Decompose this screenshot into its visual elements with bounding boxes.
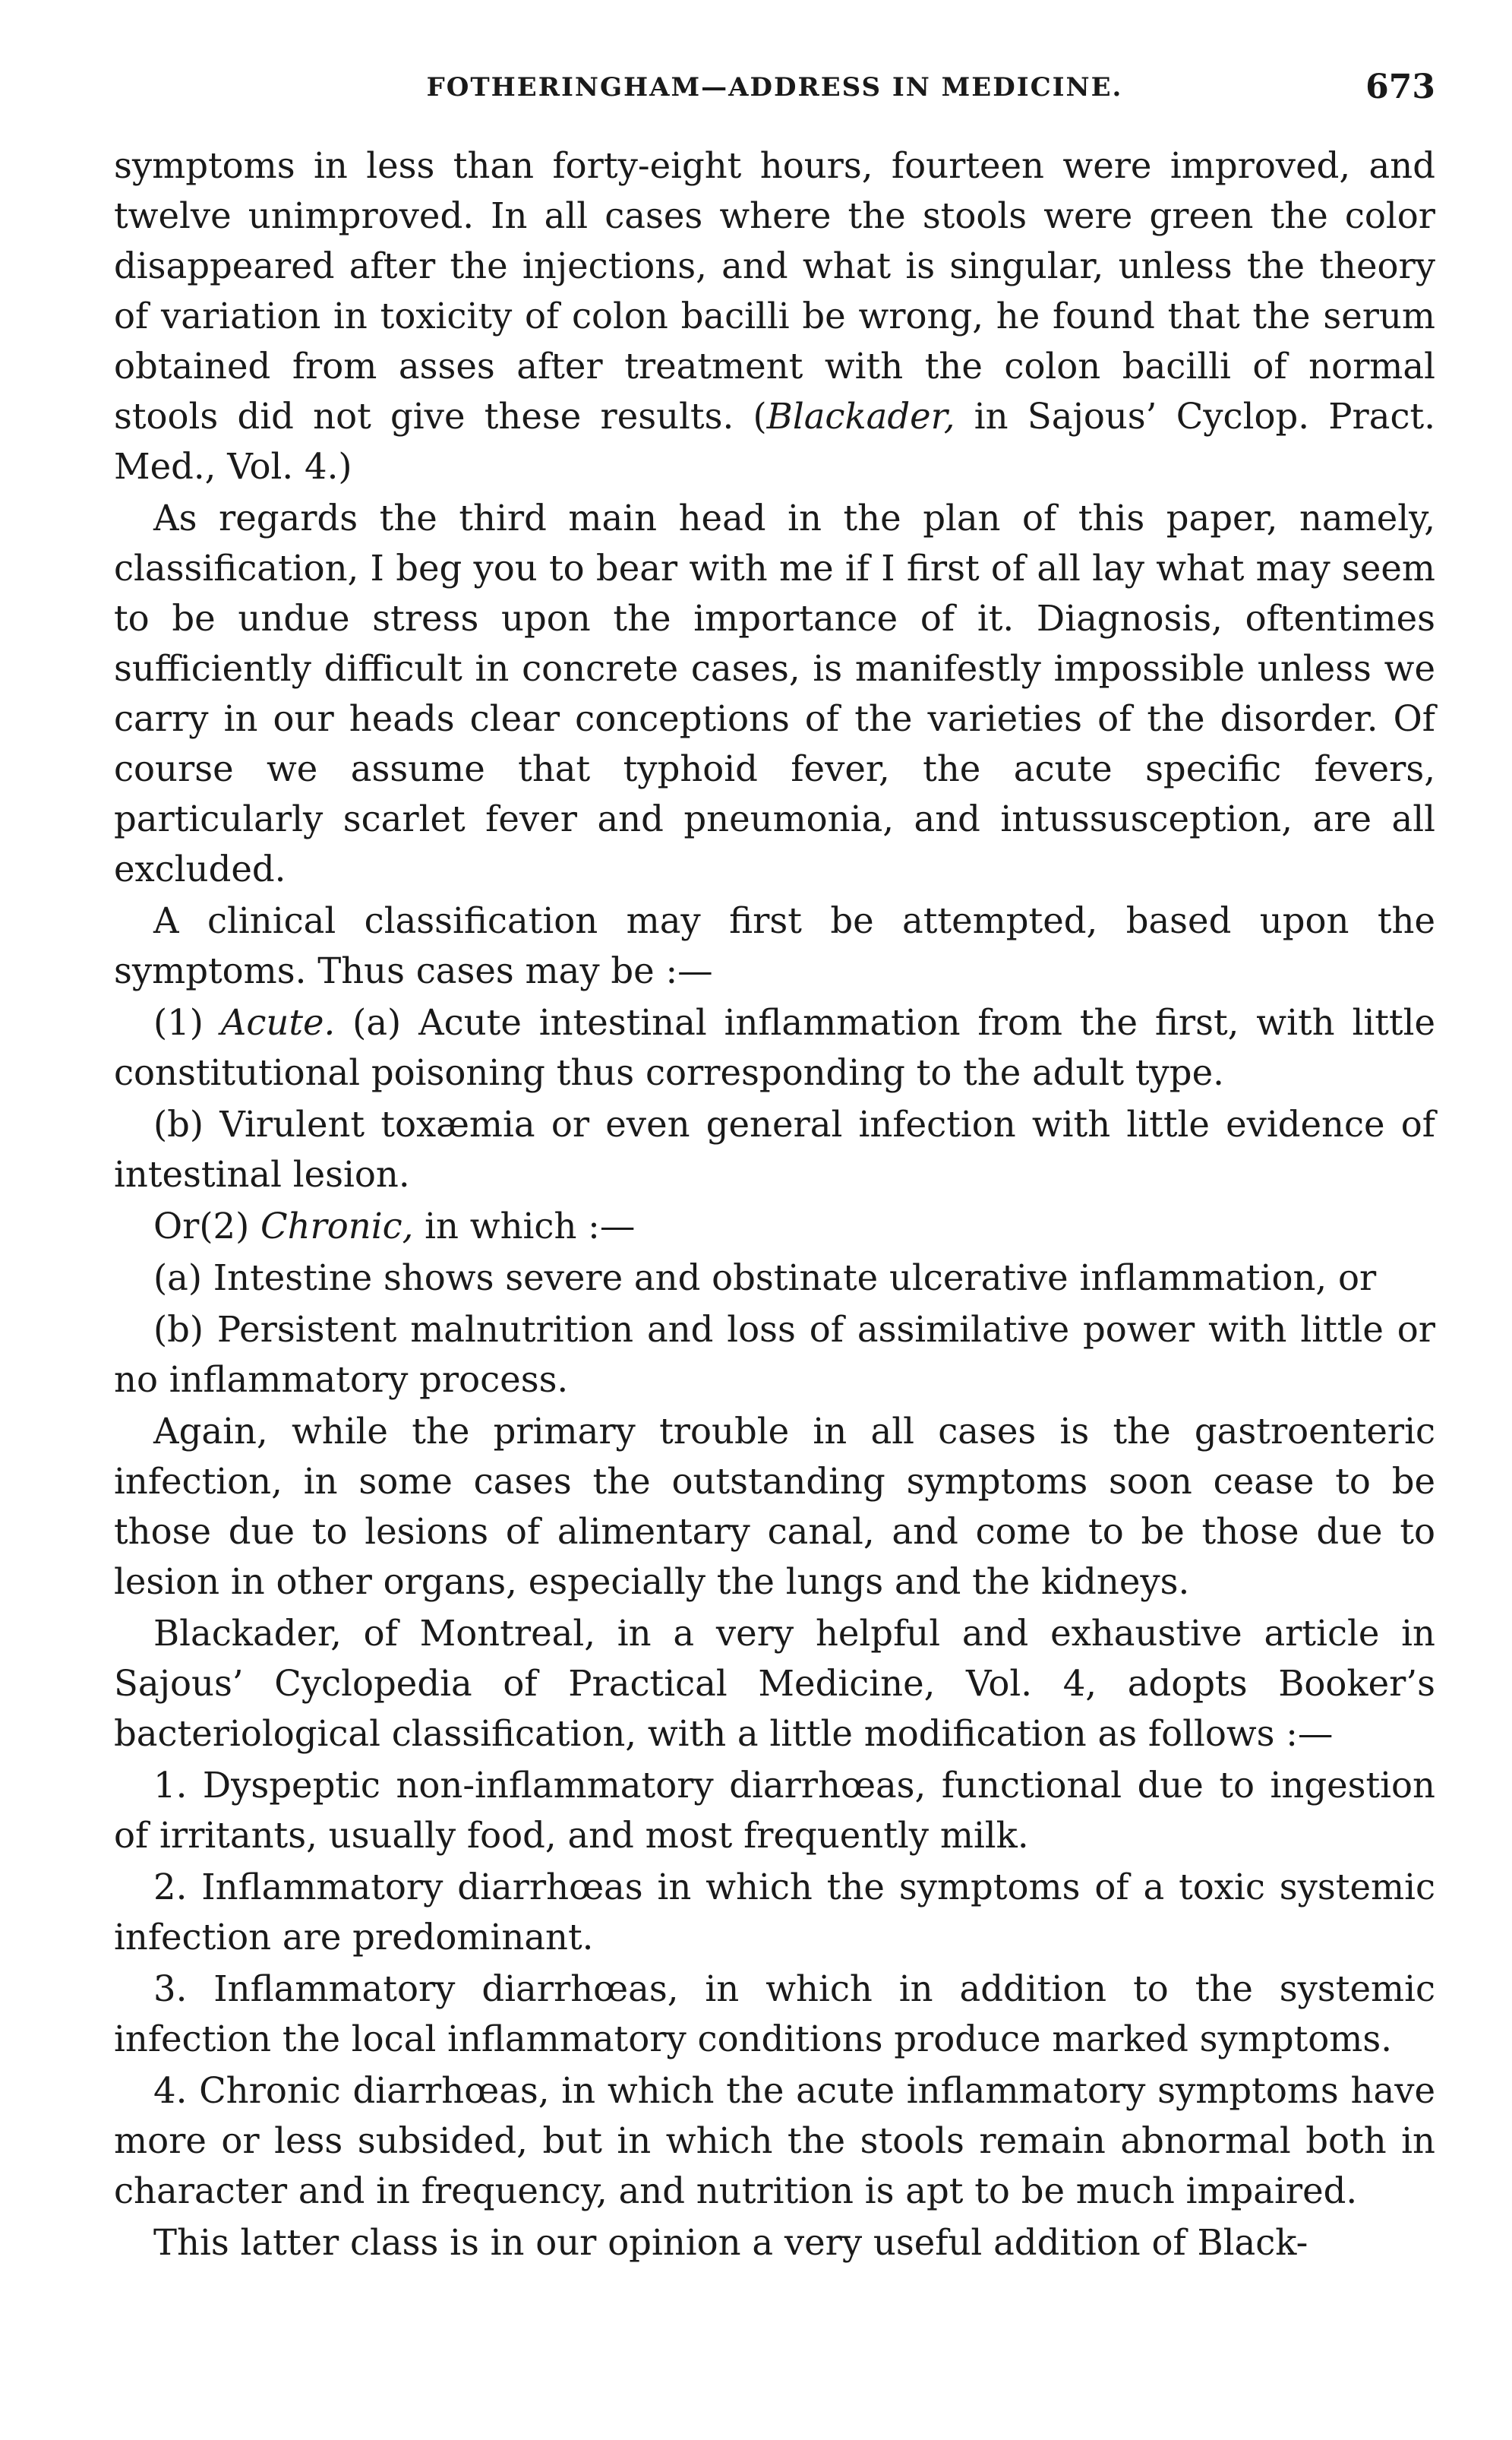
paragraph	[114, 997, 1435, 1098]
paragraph	[114, 1099, 1435, 1199]
page-number: 673	[1365, 68, 1435, 106]
paragraph	[114, 2217, 1435, 2268]
paragraph	[114, 1253, 1435, 1303]
paragraph	[114, 493, 1435, 894]
text-run: 4. Chronic diarrhœas, in which the acute inflammatory symptoms have more or less subsided, but in which the stools remain abnormal both in character and in frequency, and nutrition is apt to be much impaired.	[114, 2070, 1435, 2211]
text-run: As regards the third main head in the plan of this paper, namely, classification, I beg you to bear with me if I first of all lay what may seem to be undue stress upon the importance of it. Diagnosis, oftentimes sufficiently difficult in concrete cases, is manifestly impossible unless we carry in our heads clear conceptions of the varieties of the disorder. Of course we assume that typhoid fever, the acute specific fevers, particularly scarlet fever and pneumonia, and intussusception, are all excluded.	[114, 498, 1435, 890]
text-run: 1. Dyspeptic non-inflammatory diarrhœas, functional due to ingestion of irritants, usually food, and most frequently milk.	[114, 1765, 1435, 1856]
italic-text: Acute.	[220, 1002, 336, 1043]
text-run: (1)	[153, 1002, 221, 1043]
text-run: (a) Acute intestinal inflammation from the first, with little constitutional poisoning thus corresponding to the adult type.	[114, 1002, 1435, 1093]
page-header	[114, 68, 1435, 118]
italic-text: Blackader,	[766, 396, 955, 437]
paragraph	[114, 1862, 1435, 1962]
italic-text: Chronic,	[260, 1206, 414, 1247]
text-run: in Sajous’ Cyclop. Pract. Med., Vol. 4.)	[114, 396, 1436, 487]
text-run: Or(2)	[153, 1206, 260, 1247]
text-run: Again, while the primary trouble in all cases is the gastroenteric infection, in some cases the outstanding symptoms soon cease to be those due to lesions of alimentary canal, and come to be those due to lesion in other organs, especially the lungs and the kidneys.	[114, 1411, 1435, 1602]
paragraph	[114, 141, 1435, 491]
text-run: A clinical classification may first be attempted, based upon the symptoms. Thus cases may be :—	[114, 900, 1435, 991]
text-run: 3. Inflammatory diarrhœas, in which in addition to the systemic infection the local inflammatory conditions produce marked symptoms.	[114, 1968, 1435, 2059]
book-page	[114, 68, 1436, 2269]
text-run: (a) Intestine shows severe and obstinate ulcerative inflammation, or	[153, 1257, 1377, 1298]
text-run: 2. Inflammatory diarrhœas in which the symptoms of a toxic systemic infection are predominant.	[114, 1866, 1435, 1958]
paragraph	[114, 1608, 1435, 1759]
text-run: Blackader, of Montreal, in a very helpful and exhaustive article in Sajous’ Cyclopedia of Practical Medicine, Vol. 4, adopts Booker’s bacteriological classification, with a little modification as follows :—	[114, 1613, 1435, 1754]
paragraph	[114, 1201, 1435, 1251]
text-run: in which :—	[413, 1206, 636, 1247]
paragraph	[114, 896, 1435, 996]
paragraph	[114, 1304, 1435, 1405]
paragraph	[114, 1760, 1435, 1860]
body-text	[114, 141, 1435, 2268]
text-run: (b) Virulent toxæmia or even general infection with little evidence of intestinal lesion.	[114, 1104, 1435, 1195]
running-head: FOTHERINGHAM—ADDRESS IN MEDICINE.	[426, 72, 1123, 103]
text-run: (b) Persistent malnutrition and loss of assimilative power with little or no inflammatory process.	[114, 1309, 1435, 1400]
paragraph	[114, 1406, 1435, 1607]
text-run: symptoms in less than forty-eight hours, fourteen were improved, and twelve unimproved. In all cases where the stools were green the color disappeared after the injections, and what is singular, unless the theory of variation in toxicity of colon bacilli be wrong, he found that the serum obtained from asses after treatment with the colon bacilli of normal stools did not give these results. (	[114, 145, 1435, 437]
paragraph	[114, 1964, 1435, 2064]
paragraph	[114, 2065, 1435, 2216]
text-run: This latter class is in our opinion a very useful addition of Black-	[153, 2222, 1308, 2263]
